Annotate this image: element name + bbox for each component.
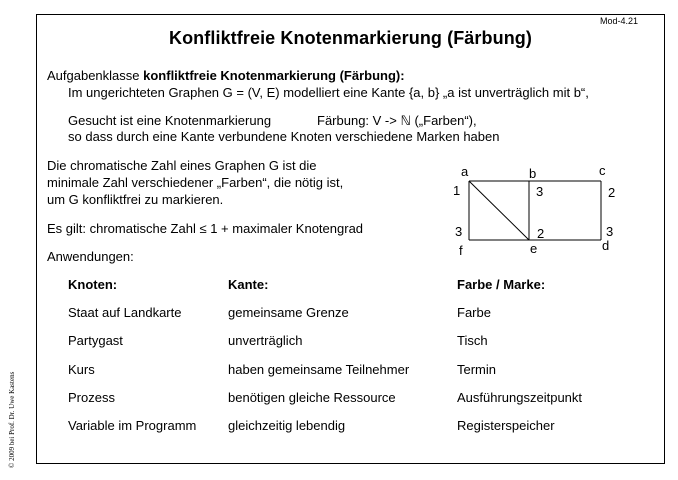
task-intro xyxy=(47,68,405,84)
table-cell: haben gemeinsame Teilnehmer xyxy=(228,362,410,377)
chromatic-line1: Die chromatische Zahl eines Graphen G ist die xyxy=(47,158,317,173)
table-cell: gemeinsame Grenze xyxy=(228,305,349,320)
node-label-e: e xyxy=(530,241,538,256)
node-color-d: 3 xyxy=(606,224,614,239)
table-header-color: Farbe / Marke: xyxy=(457,277,546,292)
table-header-edge: Kante: xyxy=(228,277,269,292)
table-cell: Tisch xyxy=(457,333,488,348)
table-cell: Kurs xyxy=(68,362,95,377)
task-line1: Im ungerichteten Graphen G = (V, E) modelliert eine Kante {a, b} „a ist unverträglich mit b“, xyxy=(68,85,589,100)
node-label-b: b xyxy=(529,166,537,181)
table-cell: Staat auf Landkarte xyxy=(68,305,182,320)
chromatic-line3: um G konfliktfrei zu markieren. xyxy=(47,192,224,207)
table-header-node: Knoten: xyxy=(68,277,118,292)
node-label-f: f xyxy=(459,243,463,258)
node-color-a: 1 xyxy=(453,183,461,198)
rule-text: Es gilt: chromatische Zahl ≤ 1 + maximaler Knotengrad xyxy=(47,221,364,236)
node-color-e: 2 xyxy=(537,226,545,241)
table-cell: Variable im Programm xyxy=(68,418,197,433)
table-cell: Partygast xyxy=(68,333,123,348)
task-line2b: Färbung: V -> ℕ („Farben“), xyxy=(317,113,477,128)
table-cell: Ausführungszeitpunkt xyxy=(457,390,583,405)
node-label-a: a xyxy=(461,164,469,179)
chromatic-line2: minimale Zahl verschiedener „Farben“, die nötig ist, xyxy=(47,175,344,190)
task-line3: so dass durch eine Kante verbundene Knoten verschiedene Marken haben xyxy=(68,129,500,144)
task-name: konfliktfreie Knotenmarkierung (Färbung): xyxy=(143,68,405,83)
task-line2a: Gesucht ist eine Knotenmarkierung xyxy=(68,113,272,128)
table-cell: Registerspeicher xyxy=(457,418,555,433)
slide-id: Mod-4.21 xyxy=(600,16,639,26)
node-label-c: c xyxy=(599,163,606,178)
table-cell: benötigen gleiche Ressource xyxy=(228,390,396,405)
node-color-f: 3 xyxy=(455,224,463,239)
table-cell: Prozess xyxy=(68,390,115,405)
copyright-notice: © 2009 bei Prof. Dr. Uwe Kastens xyxy=(8,371,16,468)
table-cell: Termin xyxy=(457,362,497,377)
node-label-d: d xyxy=(602,238,610,253)
table-cell: gleichzeitig lebendig xyxy=(228,418,346,433)
applications-label: Anwendungen: xyxy=(47,249,134,264)
table-cell: unverträglich xyxy=(228,333,303,348)
page-title: Konfliktfreie Knotenmarkierung (Färbung) xyxy=(168,28,532,48)
node-color-b: 3 xyxy=(536,184,544,199)
graph-diagram xyxy=(440,160,630,260)
task-prefix: Aufgabenklasse xyxy=(47,68,144,83)
node-color-c: 2 xyxy=(608,185,616,200)
table-cell: Farbe xyxy=(457,305,491,320)
graph-edge xyxy=(469,181,529,240)
